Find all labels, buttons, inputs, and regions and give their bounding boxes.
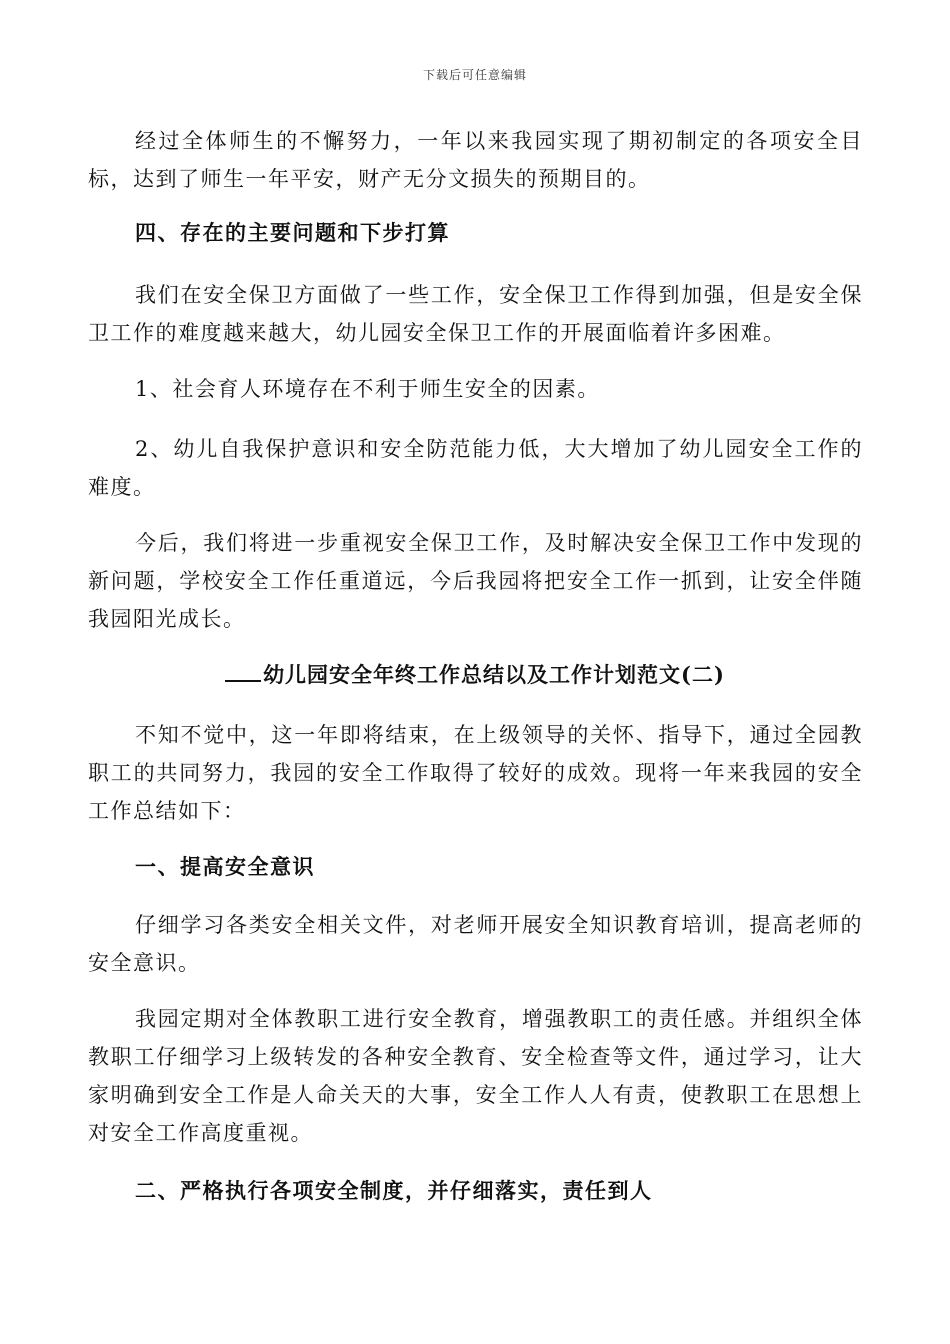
- paragraph-issue-1: 1、社会育人环境存在不利于师生安全的因素。: [135, 377, 600, 401]
- paragraph-year-summary: 不知不觉中，这一年即将结束，在上级领导的关怀、指导下，通过全园教职工的共同努力，我园的安全工作取得了较好的成效。现将一年来我园的安全工作总结如下：: [88, 723, 863, 823]
- section-heading-2: 二、严格执行各项安全制度，并仔细落实，责任到人: [135, 1178, 653, 1203]
- section-heading-4: 四、存在的主要问题和下步打算: [135, 220, 450, 245]
- title-blank-underline: [225, 658, 261, 682]
- document-title-2: [0, 656, 950, 694]
- title-text: 幼儿园安全年终工作总结以及工作计划范文(二): [263, 662, 725, 687]
- paragraph-security-work: 我们在安全保卫方面做了一些工作，安全保卫工作得到加强，但是安全保卫工作的难度越来越大，幼儿园安全保卫工作的开展面临着许多困难。: [88, 283, 863, 345]
- paragraph-staff-education: 我园定期对全体教职工进行安全教育，增强教职工的责任感。并组织全体教职工仔细学习上级转发的各种安全教育、安全检查等文件，通过学习，让大家明确到安全工作是人命关天的大事，安全工作人人有责，使教职工在思想上对安全工作高度重视。: [88, 1007, 863, 1145]
- paragraph-issue-2: 2、幼儿自我保护意识和安全防范能力低，大大增加了幼儿园安全工作的难度。: [88, 437, 863, 499]
- page-header-note: 下载后可任意编辑: [422, 68, 527, 82]
- section-heading-1: 一、提高安全意识: [135, 854, 315, 879]
- paragraph-future-plan: 今后，我们将进一步重视安全保卫工作，及时解决安全保卫工作中发现的新问题，学校安全工作任重道远，今后我园将把安全工作一抓到，让安全伴随我园阳光成长。: [88, 531, 863, 631]
- paragraph-safety-goals: 经过全体师生的不懈努力，一年以来我园实现了期初制定的各项安全目标，达到了师生一年平安，财产无分文损失的预期目的。: [88, 129, 863, 191]
- paragraph-study-files: 仔细学习各类安全相关文件，对老师开展安全知识教育培训，提高老师的安全意识。: [88, 913, 863, 975]
